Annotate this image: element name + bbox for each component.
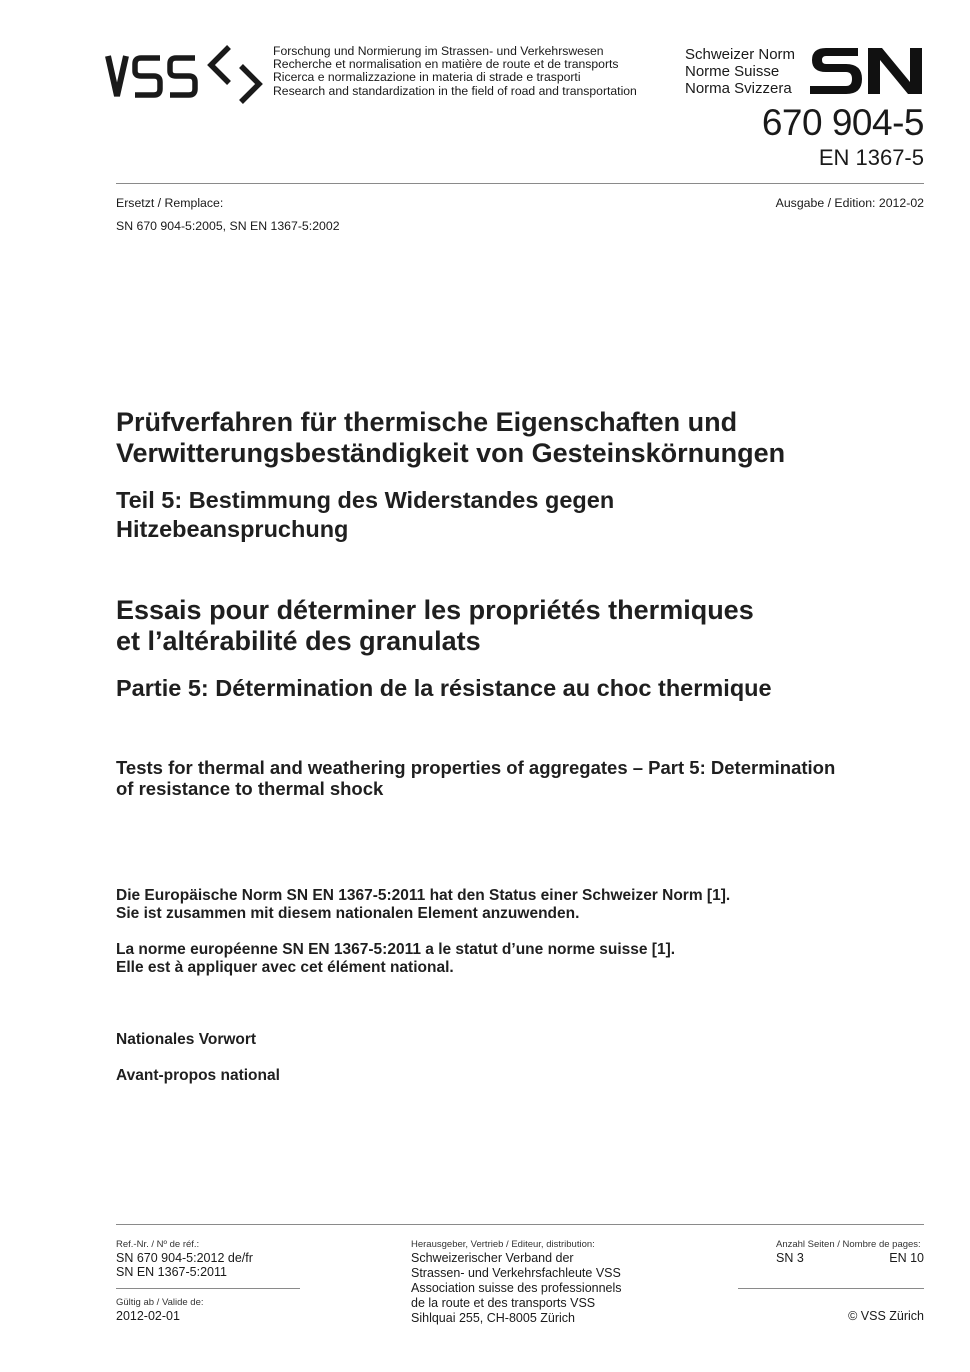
pages-sn: SN 3 xyxy=(776,1251,804,1265)
tagline-line: Research and standardization in the field of road and transportation xyxy=(273,83,637,98)
publisher-line: Schweizerischer Verband der xyxy=(411,1251,574,1265)
footer-right-divider xyxy=(738,1288,924,1289)
vss-logo xyxy=(105,44,265,104)
foreword-heading: Nationales Vorwort xyxy=(116,1031,257,1048)
publisher-line: Sihlquai 255, CH-8005 Zürich xyxy=(411,1311,575,1325)
publisher-line: Strassen- und Verkehrsfachleute VSS xyxy=(411,1266,621,1280)
norm-name: Schweizer Norm xyxy=(685,46,796,63)
title-line: Verwitterungsbeständigkeit von Gesteinskörnungen xyxy=(116,438,786,468)
tagline-line: Recherche et normalisation en matière de route et de transports xyxy=(273,57,619,72)
foreword-de xyxy=(116,1031,256,1049)
status-line: Die Europäische Norm SN EN 1367-5:2011 hat den Status einer Schweizer Norm [1]. xyxy=(116,887,731,904)
subtitle-fr xyxy=(116,674,772,703)
subtitle-line: Hitzebeanspruchung xyxy=(116,516,349,542)
valid-label: Gültig ab / Valide de: xyxy=(116,1297,204,1308)
publisher-label: Herausgeber, Vertrieb / Editeur, distribution: xyxy=(411,1239,595,1250)
publisher-line: Association suisse des professionnels xyxy=(411,1281,622,1295)
ref-value: SN EN 1367-5:2011 xyxy=(116,1265,227,1279)
subtitle-line: Teil 5: Bestimmung des Widerstandes gegen xyxy=(116,487,615,513)
standard-number: 670 904-5 xyxy=(761,102,924,143)
title-line: of resistance to thermal shock xyxy=(116,778,384,799)
ref-value: SN 670 904-5:2012 de/fr xyxy=(116,1251,253,1265)
header-divider xyxy=(116,183,924,184)
valid-value: 2012-02-01 xyxy=(116,1309,180,1323)
footer-left-divider xyxy=(116,1288,300,1289)
copyright: © VSS Zürich xyxy=(848,1309,924,1323)
status-de xyxy=(116,887,730,923)
vss-tagline xyxy=(273,45,637,98)
title-fr xyxy=(116,595,754,657)
tagline-line: Ricerca e normalizzazione in materia di strade e trasporti xyxy=(273,70,581,85)
sn-logo xyxy=(808,44,924,96)
title-line: Essais pour déterminer les propriétés thermiques xyxy=(116,595,754,625)
tagline-line: Forschung und Normierung im Strassen- und Verkehrswesen xyxy=(273,44,604,58)
status-line: Elle est à appliquer avec cet élément national. xyxy=(116,959,454,976)
footer-divider xyxy=(116,1224,924,1225)
norm-name: Norma Svizzera xyxy=(685,80,792,97)
pages-label: Anzahl Seiten / Nombre de pages: xyxy=(776,1239,921,1250)
status-fr xyxy=(116,941,675,977)
title-de xyxy=(116,407,785,469)
subtitle-de xyxy=(116,486,614,544)
en-number: EN 1367-5 xyxy=(818,145,924,170)
title-line: Prüfverfahren für thermische Eigenschaften und xyxy=(116,407,738,437)
subtitle-line: Partie 5: Détermination de la résistance au choc thermique xyxy=(116,675,772,701)
edition: Ausgabe / Edition: 2012-02 xyxy=(775,196,924,210)
status-line: Sie ist zusammen mit diesem nationalen Element anzuwenden. xyxy=(116,905,580,922)
replaces-label: Ersetzt / Remplace: xyxy=(116,196,224,210)
norm-names xyxy=(685,46,795,97)
ref-label: Ref.-Nr. / Nº de réf.: xyxy=(116,1239,200,1250)
title-en xyxy=(116,757,835,799)
title-line: Tests for thermal and weathering properties of aggregates – Part 5: Determination xyxy=(116,757,836,778)
publisher-line: de la route et des transports VSS xyxy=(411,1296,596,1310)
pages-en: EN 10 xyxy=(889,1251,924,1265)
status-line: La norme européenne SN EN 1367-5:2011 a le statut d’une norme suisse [1]. xyxy=(116,941,676,958)
norm-name: Norme Suisse xyxy=(685,63,780,80)
title-line: et l’altérabilité des granulats xyxy=(116,626,481,656)
foreword-heading: Avant-propos national xyxy=(116,1067,280,1084)
foreword-fr xyxy=(116,1067,280,1085)
replaces-value: SN 670 904-5:2005, SN EN 1367-5:2002 xyxy=(116,219,340,233)
